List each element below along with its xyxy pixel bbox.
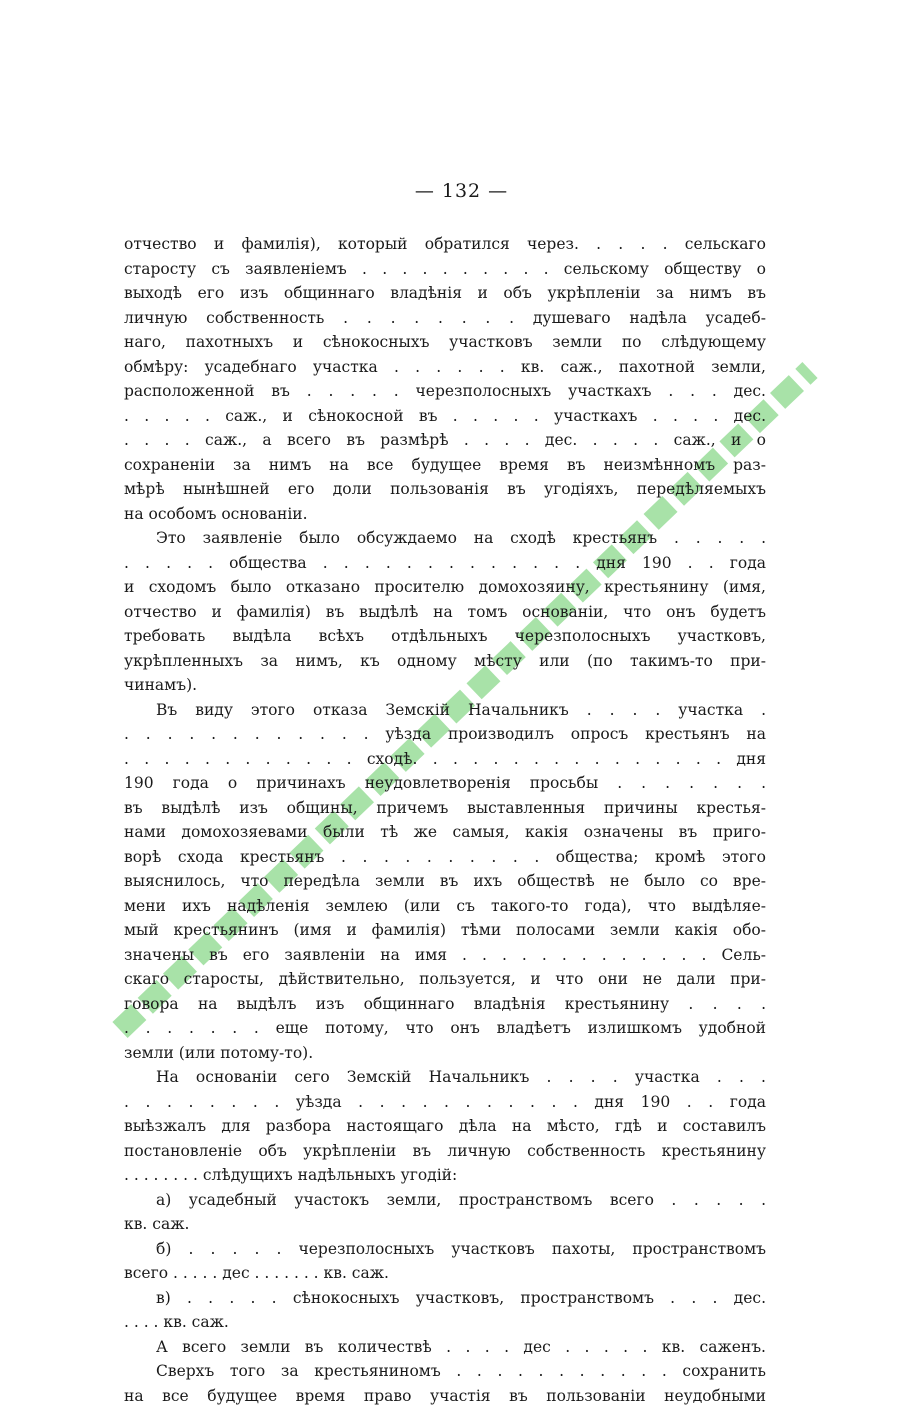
text-line: Это заявленіе было обсуждаемо на сходѣ крестьянъ . . . . . [124,526,766,551]
page-number: — 132 — [0,180,923,202]
text-line: требовать выдѣла всѣхъ отдѣльныхъ черезполосныхъ участковъ, [124,624,766,649]
text-line: . . . . . . . . . . . . уѣзда производилъ опросъ крестьянъ на [124,722,766,747]
text-line: нами домохозяевами были тѣ же самыя, какія означены въ приго- [124,820,766,845]
text-line: и сходомъ было отказано просителю домохозяину, крестьянину (имя, [124,575,766,600]
text-line: значены въ его заявленіи на имя . . . . . . . . . . . . . Сель- [124,943,766,968]
text-line: . . . . . . . еще потому, что онъ владѣетъ излишкомъ удобной [124,1016,766,1041]
text-line: выяснилось, что передѣла земли въ ихъ обществѣ не было со вре- [124,869,766,894]
text-line: чинамъ). [124,673,766,698]
text-line: ворѣ схода крестьянъ . . . . . . . . . . общества; кромѣ этого [124,845,766,870]
text-line: . . . . . общества . . . . . . . . . . . . . дня 190 . . года [124,551,766,576]
text-line: . . . . . . . . . . . . сходѣ. . . . . . . . . . . . . . . . дня [124,747,766,772]
text-line: . . . . . . . . слѣдущихъ надѣльныхъ угодій: [124,1163,766,1188]
text-line: постановленіе объ укрѣпленіи въ личную собственность крестьянину [124,1139,766,1164]
text-line: 190 года о причинахъ неудовлетворенія просьбы . . . . . . . [124,771,766,796]
text-line: кв. саж. [124,1212,766,1237]
text-line: выходѣ его изъ общиннаго владѣнія и объ укрѣпленіи за нимъ въ [124,281,766,306]
text-line: сохраненіи за нимъ на все будущее время въ неизмѣнномъ раз- [124,453,766,478]
text-line: . . . . саж., а всего въ размѣрѣ . . . . дес. . . . . саж., и о [124,428,766,453]
text-line: мый крестьянинъ (имя и фамилія) тѣми полосами земли какія обо- [124,918,766,943]
text-line: А всего земли въ количествѣ . . . . дес . . . . . кв. саженъ. [124,1335,766,1360]
text-line: на особомъ основаніи. [124,502,766,527]
text-line: старосту съ заявленіемъ . . . . . . . . . . сельскому обществу о [124,257,766,282]
text-line: мени ихъ надѣленія землею (или съ такого-то года), что выдѣляе- [124,894,766,919]
text-line: . . . . кв. саж. [124,1310,766,1335]
text-line: скаго старосты, дѣйствительно, пользуется, и что они не дали при- [124,967,766,992]
text-line: личную собственность . . . . . . . . душеваго надѣла усадеб- [124,306,766,331]
text-line: земли (или потому-то). [124,1041,766,1066]
text-line: выѣзжалъ для разбора настоящаго дѣла на мѣсто, гдѣ и составилъ [124,1114,766,1139]
document-body [124,232,766,1408]
text-line: мѣрѣ нынѣшней его доли пользованія въ угодіяхъ, передѣляемыхъ [124,477,766,502]
text-line: говора на выдѣлъ изъ общиннаго владѣнія крестьянину . . . . [124,992,766,1017]
text-line: наго, пахотныхъ и сѣнокосныхъ участковъ земли по слѣдующему [124,330,766,355]
text-line: Сверхъ того за крестьяниномъ . . . . . . . . . . . сохранить [124,1359,766,1384]
text-line: на все будущее время право участія въ пользованіи неудобными [124,1384,766,1408]
text-line: укрѣпленныхъ за нимъ, къ одному мѣсту или (по такимъ-то при- [124,649,766,674]
text-line: . . . . . . . . уѣзда . . . . . . . . . . . дня 190 . . года [124,1090,766,1115]
text-line: На основаніи сего Земскій Начальникъ . . . . участка . . . [124,1065,766,1090]
text-line: отчество и фамилія) въ выдѣлѣ на томъ основаніи, что онъ будетъ [124,600,766,625]
text-line: . . . . . саж., и сѣнокосной въ . . . . . участкахъ . . . . дес. [124,404,766,429]
text-line: в) . . . . . сѣнокосныхъ участковъ, пространствомъ . . . дес. [124,1286,766,1311]
text-line: въ выдѣлѣ изъ общины, причемъ выставленныя причины крестья- [124,796,766,821]
text-line: б) . . . . . черезполосныхъ участковъ пахоты, пространствомъ [124,1237,766,1262]
text-line: всего . . . . . дес . . . . . . . кв. саж. [124,1261,766,1286]
text-line: расположенной въ . . . . . черезполосныхъ участкахъ . . . дес. [124,379,766,404]
text-line: а) усадебный участокъ земли, пространствомъ всего . . . . . [124,1188,766,1213]
text-line: отчество и фамилія), который обратился через. . . . . сельскаго [124,232,766,257]
text-line: Въ виду этого отказа Земскій Начальникъ . . . . участка . [124,698,766,723]
text-line: обмѣру: усадебнаго участка . . . . . . кв. саж., пахотной земли, [124,355,766,380]
